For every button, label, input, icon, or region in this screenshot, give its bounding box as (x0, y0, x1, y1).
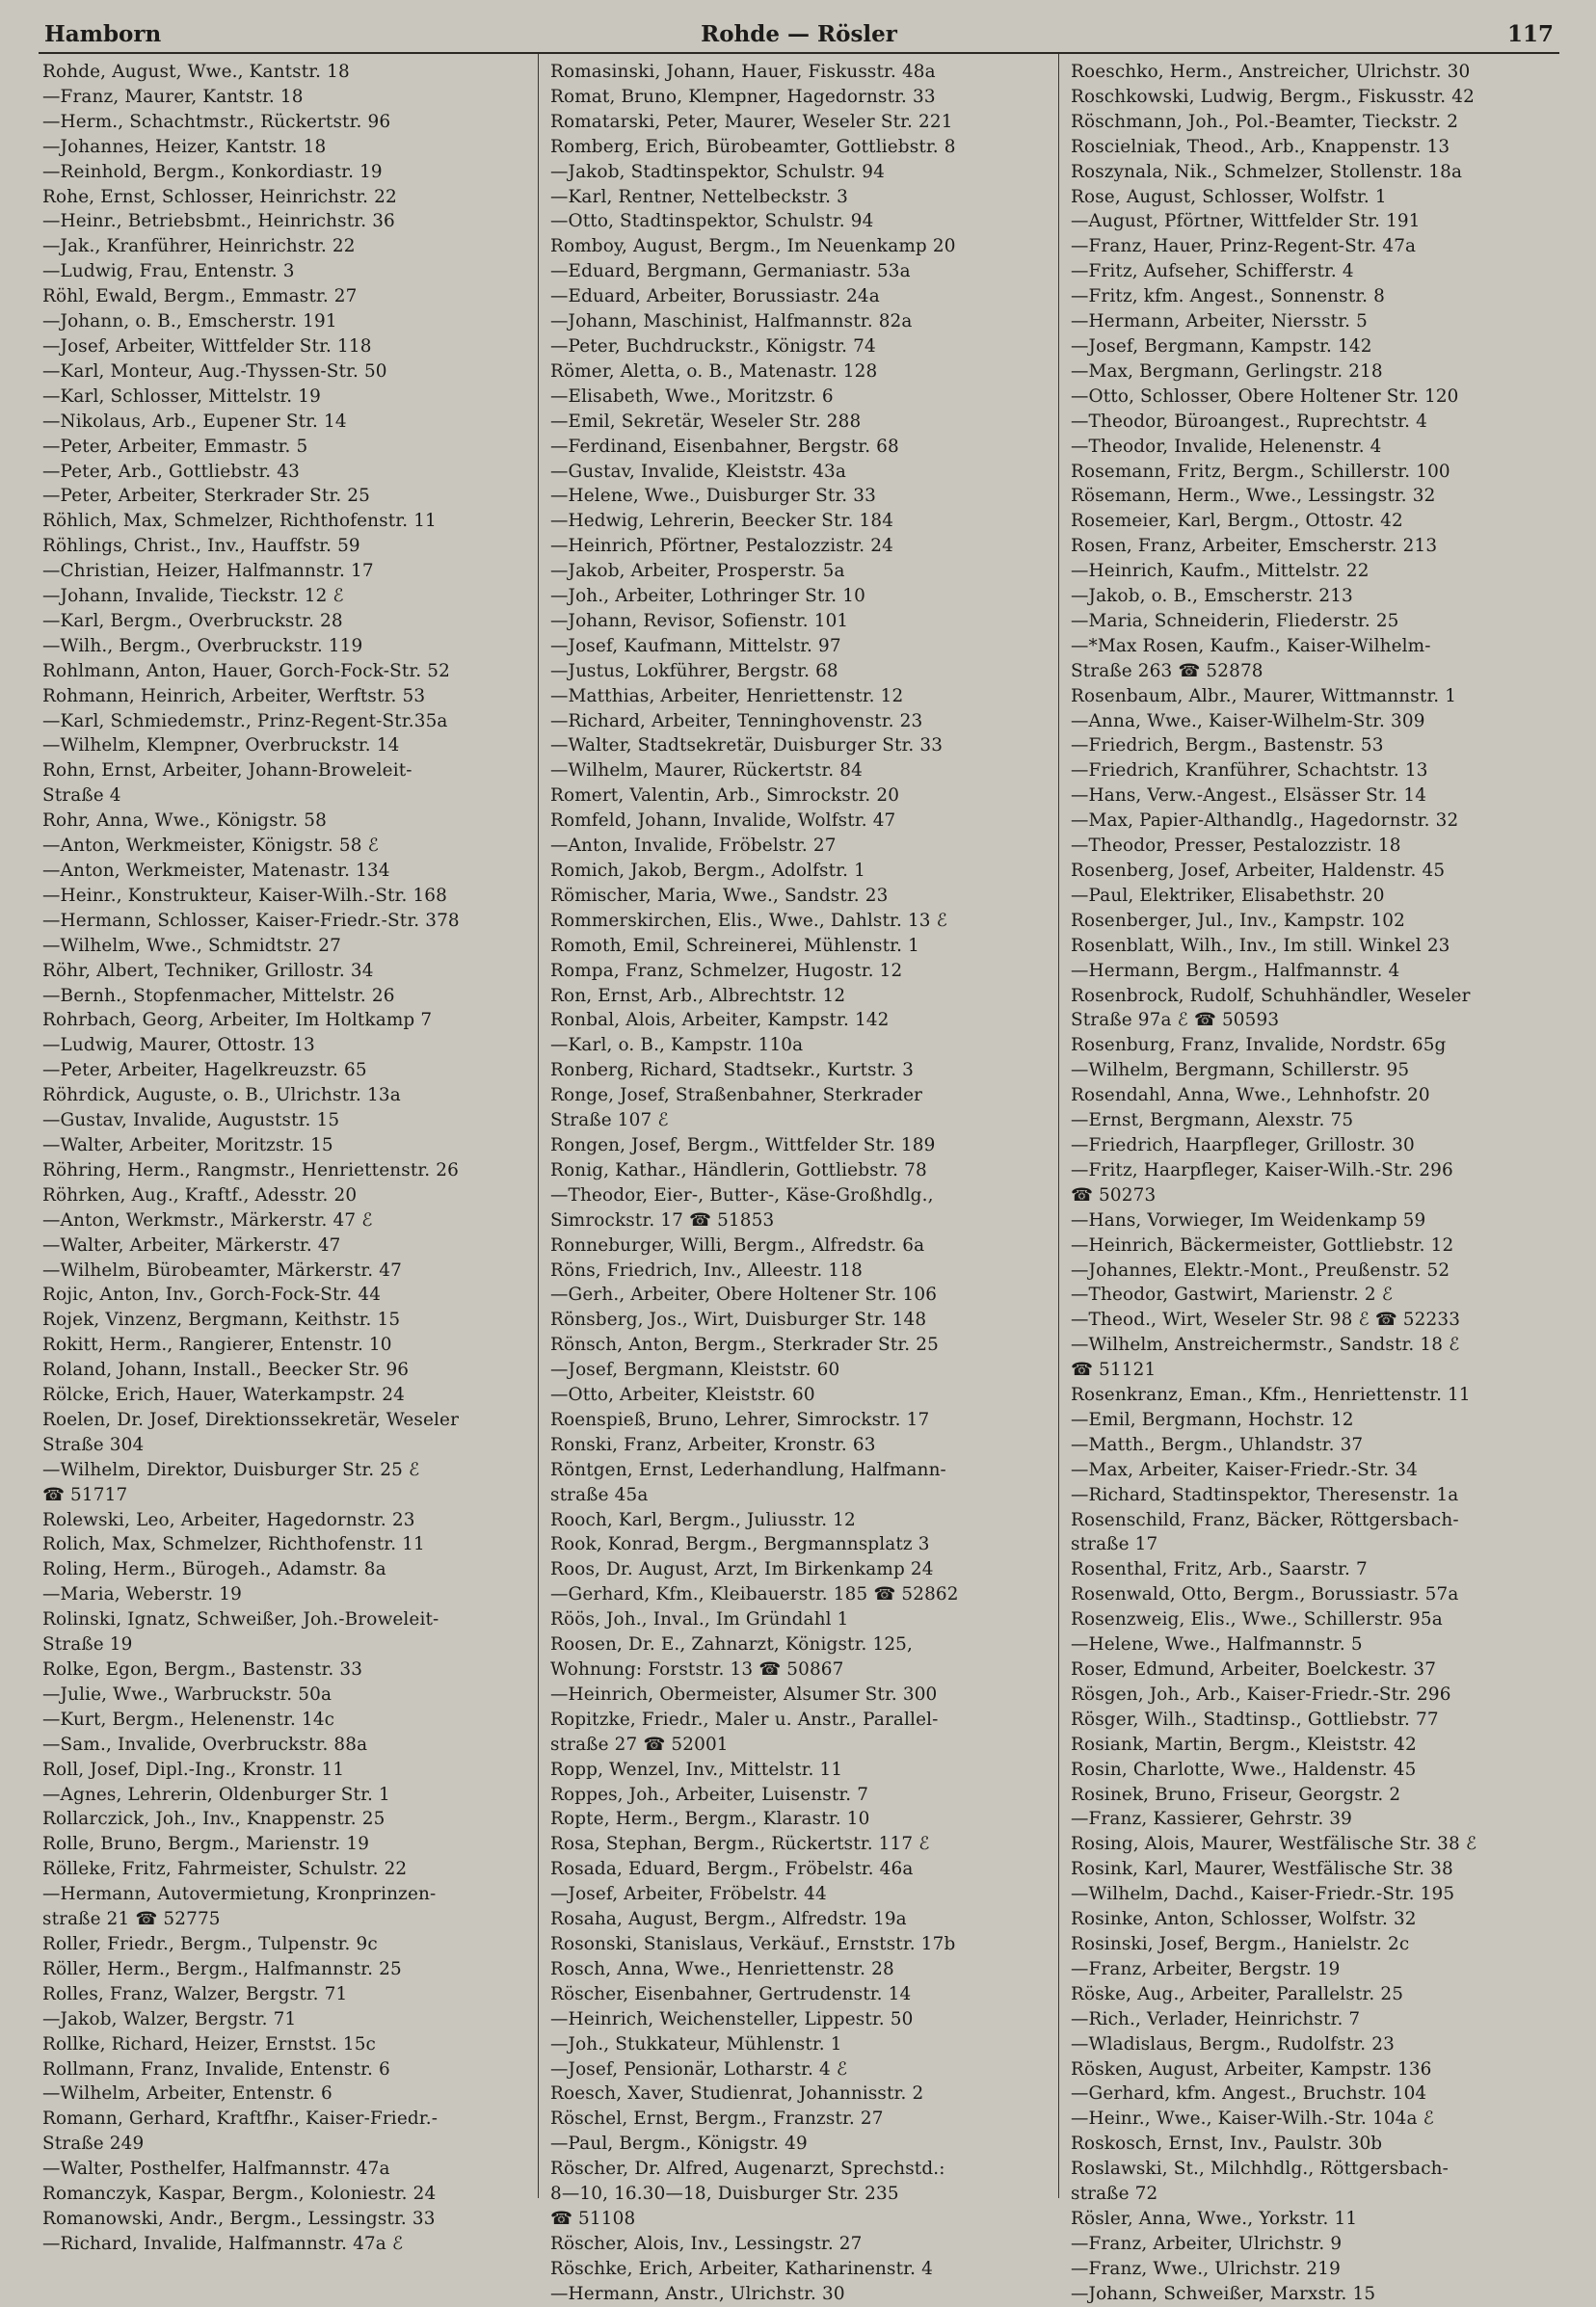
directory-entry: —Eduard, Bergmann, Germaniastr. 53a (550, 261, 911, 282)
directory-entry: —Max, Papier-Althandlg., Hagedornstr. 32 (1071, 810, 1459, 832)
directory-entry: —Richard, Stadtinspektor, Theresenstr. 1a (1071, 1484, 1459, 1505)
directory-entry: —Franz, Hauer, Prinz-Regent-Str. 47a (1071, 236, 1417, 257)
directory-entry: Röscher, Dr. Alfred, Augenarzt, Sprechstd.: (550, 2159, 945, 2180)
directory-entry: —Heinrich, Weichensteller, Lippestr. 50 (550, 2008, 914, 2029)
directory-entry: Rosch, Anna, Wwe., Henriettenstr. 28 (550, 1958, 894, 1979)
directory-entry: —Heinrich, Obermeister, Alsumer Str. 300 (550, 1684, 938, 1705)
directory-entry: —Hans, Vorwieger, Im Weidenkamp 59 (1071, 1209, 1426, 1231)
directory-entry: Rohn, Ernst, Arbeiter, Johann-Broweleit- (42, 760, 412, 782)
directory-entry: ☎ 51121 (1071, 1360, 1157, 1381)
directory-entry: —Anton, Invalide, Fröbelstr. 27 (550, 835, 837, 857)
directory-entry: —Wilh., Bergm., Overbruckstr. 119 (42, 635, 363, 656)
column-2 (538, 54, 1058, 2304)
directory-entry: Roskosch, Ernst, Inv., Paulstr. 30b (1071, 2134, 1383, 2155)
directory-entry: —Elisabeth, Wwe., Moritzstr. 6 (550, 385, 834, 407)
directory-entry: Straße 263 ☎ 52878 (1071, 660, 1264, 681)
directory-entry: —Karl, Schmiedemstr., Prinz-Regent-Str.35a (42, 710, 448, 731)
directory-entry: Roland, Johann, Install., Beecker Str. 96 (42, 1360, 410, 1381)
directory-entry: Rolinski, Ignatz, Schweißer, Joh.-Broweleit- (42, 1609, 439, 1631)
directory-entry: —Anton, Werkmeister, Königstr. 58 ℰ (42, 835, 379, 857)
directory-entry: ☎ 50273 (1071, 1184, 1157, 1206)
directory-entry: Rösger, Wilh., Stadtinsp., Gottliebstr. 77 (1071, 1709, 1439, 1730)
directory-entry: —Max, Bergmann, Gerlingstr. 218 (1071, 360, 1383, 382)
directory-entry: —Gerh., Arbeiter, Obere Holtener Str. 106 (550, 1285, 938, 1306)
directory-entry: Röhlich, Max, Schmelzer, Richthofenstr. 11 (42, 511, 437, 532)
directory-entry: —Anton, Werkmstr., Märkerstr. 47 ℰ (42, 1209, 373, 1231)
directory-entry: Rohe, Ernst, Schlosser, Heinrichstr. 22 (42, 186, 397, 207)
directory-entry: —Joh., Stukkateur, Mühlenstr. 1 (550, 2033, 842, 2055)
directory-entry: Roeschko, Herm., Anstreicher, Ulrichstr. 30 (1071, 62, 1471, 82)
directory-entry: —Friedrich, Bergm., Bastenstr. 53 (1071, 735, 1384, 756)
directory-entry: Rosiank, Martin, Bergm., Kleiststr. 42 (1071, 1734, 1417, 1755)
directory-entry: Rösgen, Joh., Arb., Kaiser-Friedr.-Str. 296 (1071, 1684, 1451, 1705)
directory-entry: Rösken, August, Arbeiter, Kampstr. 136 (1071, 2058, 1432, 2080)
directory-entry: Ronge, Josef, Straßenbahner, Sterkrader (550, 1085, 923, 1106)
directory-entry: —Wilhelm, Dachd., Kaiser-Friedr.-Str. 195 (1071, 1884, 1455, 1905)
directory-entry: Ronneburger, Willi, Bergm., Alfredstr. 6a (550, 1234, 925, 1256)
directory-entry: Ronski, Franz, Arbeiter, Kronstr. 63 (550, 1434, 876, 1455)
directory-entry: —Gustav, Invalide, Kleiststr. 43a (550, 461, 847, 482)
directory-entry: —Bernh., Stopfenmacher, Mittelstr. 26 (42, 985, 395, 1006)
directory-entry: —Max, Arbeiter, Kaiser-Friedr.-Str. 34 (1071, 1459, 1418, 1480)
directory-entry: —Wilhelm, Bergmann, Schillerstr. 95 (1071, 1060, 1410, 1081)
directory-entry: —Emil, Sekretär, Weseler Str. 288 (550, 411, 862, 432)
directory-entry: —*Max Rosen, Kaufm., Kaiser-Wilhelm- (1071, 635, 1431, 656)
directory-entry: —August, Pförtner, Wittfelder Str. 191 (1071, 211, 1421, 232)
directory-entry: —Nikolaus, Arb., Eupener Str. 14 (42, 411, 347, 432)
directory-entry: Rosemann, Fritz, Bergm., Schillerstr. 100 (1071, 461, 1450, 482)
directory-entry: Rosonski, Stanislaus, Verkäuf., Ernststr. 17b (550, 1933, 956, 1954)
directory-entry: Ronberg, Richard, Stadtsekr., Kurtstr. 3 (550, 1060, 915, 1081)
directory-entry: Rosink, Karl, Maurer, Westfälische Str. 38 (1071, 1859, 1453, 1880)
directory-entry: Romanczyk, Kaspar, Bergm., Koloniestr. 24 (42, 2184, 437, 2205)
directory-entry: Ropp, Wenzel, Inv., Mittelstr. 11 (550, 1759, 843, 1780)
directory-entry: —Jakob, Arbeiter, Prosperstr. 5a (550, 561, 845, 582)
directory-entry: Romanowski, Andr., Bergm., Lessingstr. 33 (42, 2208, 436, 2229)
directory-entry: Roppes, Joh., Arbeiter, Luisenstr. 7 (550, 1784, 869, 1805)
directory-entry: Straße 249 (42, 2134, 145, 2155)
directory-entry: —Wilhelm, Arbeiter, Entenstr. 6 (42, 2083, 332, 2105)
directory-entry: —Helene, Wwe., Duisburger Str. 33 (550, 486, 876, 507)
directory-entry: Rosinski, Josef, Bergm., Hanielstr. 2c (1071, 1933, 1410, 1954)
directory-entry: straße 72 (1071, 2184, 1158, 2205)
directory-entry: Roesch, Xaver, Studienrat, Johannisstr. 2 (550, 2083, 924, 2105)
directory-entry: —Peter, Arbeiter, Hagelkreuzstr. 65 (42, 1060, 367, 1081)
directory-entry: Rosing, Alois, Maurer, Westfälische Str. 38 ℰ (1071, 1834, 1477, 1855)
header-place: Hamborn (44, 21, 162, 47)
directory-entry: —Otto, Stadtinspektor, Schulstr. 94 (550, 211, 874, 232)
directory-entry: —Johann, o. B., Emscherstr. 191 (42, 311, 337, 332)
directory-entry: Rosenbaum, Albr., Maurer, Wittmannstr. 1 (1071, 685, 1457, 706)
directory-entry: Roschkowski, Ludwig, Bergm., Fiskusstr. 42 (1071, 86, 1475, 107)
directory-entry: Röhl, Ewald, Bergm., Emmastr. 27 (42, 286, 358, 307)
directory-entry: Rojic, Anton, Inv., Gorch-Fock-Str. 44 (42, 1285, 382, 1306)
directory-entry: —Peter, Arb., Gottliebstr. 43 (42, 461, 300, 482)
directory-entry: Rohmann, Heinrich, Arbeiter, Werftstr. 53 (42, 685, 426, 706)
directory-entry: Rosenthal, Fritz, Arb., Saarstr. 7 (1071, 1559, 1368, 1580)
directory-entry: Rosen, Franz, Arbeiter, Emscherstr. 213 (1071, 536, 1438, 557)
directory-entry: —Wilhelm, Klempner, Overbruckstr. 14 (42, 735, 400, 756)
directory-entry: —Ludwig, Frau, Entenstr. 3 (42, 261, 295, 282)
directory-entry: 8—10, 16.30—18, Duisburger Str. 235 (550, 2184, 899, 2205)
directory-entry: Romasinski, Johann, Hauer, Fiskusstr. 48a (550, 62, 936, 82)
directory-entry: —Paul, Elektriker, Elisabethstr. 20 (1071, 885, 1385, 906)
column-3 (1058, 54, 1557, 2304)
directory-entry: Röller, Herm., Bergm., Halfmannstr. 25 (42, 1958, 402, 1979)
directory-entry: Röhlings, Christ., Inv., Hauffstr. 59 (42, 536, 360, 557)
directory-entry: —Helene, Wwe., Halfmannstr. 5 (1071, 1634, 1363, 1656)
directory-entry: —Peter, Arbeiter, Sterkrader Str. 25 (42, 486, 371, 507)
directory-entry: —Walter, Posthelfer, Halfmannstr. 47a (42, 2159, 390, 2180)
directory-entry: —Hans, Verw.-Angest., Elsässer Str. 14 (1071, 785, 1427, 807)
directory-entry: —Johann, Revisor, Sofienstr. 101 (550, 610, 849, 631)
directory-entry: Rommerskirchen, Elis., Wwe., Dahlstr. 13 ℰ (550, 910, 947, 931)
directory-entry: —Theodor, Büroangest., Ruprechtstr. 4 (1071, 411, 1428, 432)
directory-entry: —Jak., Kranführer, Heinrichstr. 22 (42, 236, 356, 257)
directory-entry: —Peter, Buchdruckstr., Königstr. 74 (550, 335, 876, 357)
directory-entry: Rook, Konrad, Bergm., Bergmannsplatz 3 (550, 1534, 930, 1555)
directory-entry: Rosa, Stephan, Bergm., Rückertstr. 117 ℰ (550, 1834, 930, 1855)
directory-entry: Rosinke, Anton, Schlosser, Wolfstr. 32 (1071, 1909, 1417, 1930)
directory-entry: Rokitt, Herm., Rangierer, Entenstr. 10 (42, 1335, 392, 1356)
directory-entry: Rosin, Charlotte, Wwe., Haldenstr. 45 (1071, 1759, 1417, 1780)
page-number: 117 (1506, 21, 1554, 47)
directory-entry: Romann, Gerhard, Kraftfhr., Kaiser-Friedr.- (42, 2108, 439, 2130)
directory-entry: straße 45a (550, 1484, 649, 1505)
directory-entry: —Christian, Heizer, Halfmannstr. 17 (42, 561, 374, 582)
directory-entry: —Theodor, Invalide, Helenenstr. 4 (1071, 436, 1382, 457)
directory-entry: Röhrken, Aug., Kraftf., Adesstr. 20 (42, 1184, 358, 1206)
directory-entry: —Franz, Arbeiter, Ulrichstr. 9 (1071, 2233, 1343, 2254)
directory-entry: Ropitzke, Friedr., Maler u. Anstr., Parallel- (550, 1709, 939, 1730)
directory-entry: Straße 97a ℰ ☎ 50593 (1071, 1010, 1280, 1031)
directory-entry: Rölcke, Erich, Hauer, Waterkampstr. 24 (42, 1385, 405, 1406)
directory-entry: —Agnes, Lehrerin, Oldenburger Str. 1 (42, 1784, 390, 1805)
directory-entry: Simrockstr. 17 ☎ 51853 (550, 1209, 775, 1231)
directory-entry: Röscher, Alois, Inv., Lessingstr. 27 (550, 2233, 863, 2254)
directory-entry: Rolles, Franz, Walzer, Bergstr. 71 (42, 1983, 348, 2004)
directory-entry: —Matthias, Arbeiter, Henriettenstr. 12 (550, 685, 904, 706)
directory-entry: Rohlmann, Anton, Hauer, Gorch-Fock-Str. 52 (42, 660, 450, 681)
directory-entry: —Paul, Bergm., Königstr. 49 (550, 2134, 808, 2155)
directory-entry: —Sam., Invalide, Overbruckstr. 88a (42, 1734, 368, 1755)
directory-entry: Roll, Josef, Dipl.-Ing., Kronstr. 11 (42, 1759, 345, 1780)
directory-entry: Röös, Joh., Inval., Im Gründahl 1 (550, 1609, 849, 1631)
directory-entry: —Otto, Arbeiter, Kleiststr. 60 (550, 1385, 815, 1406)
directory-entry: —Hermann, Autovermietung, Kronprinzen- (42, 1884, 437, 1905)
directory-entry: Romberg, Erich, Bürobeamter, Gottliebstr. 8 (550, 136, 956, 157)
directory-entry: Roosen, Dr. E., Zahnarzt, Königstr. 125, (550, 1634, 914, 1656)
directory-entry: —Josef, Bergmann, Kleiststr. 60 (550, 1360, 840, 1381)
directory-entry: —Gerhard, kfm. Angest., Bruchstr. 104 (1071, 2083, 1427, 2105)
directory-entry: Rosenwald, Otto, Bergm., Borussiastr. 57a (1071, 1584, 1459, 1605)
directory-entry: —Franz, Maurer, Kantstr. 18 (42, 86, 304, 107)
directory-entry: straße 17 (1071, 1534, 1158, 1555)
directory-entry: Rosenberger, Jul., Inv., Kampstr. 102 (1071, 910, 1405, 931)
directory-entry: Römer, Aletta, o. B., Matenastr. 128 (550, 360, 878, 382)
directory-entry: —Josef, Arbeiter, Fröbelstr. 44 (550, 1884, 827, 1905)
directory-entry: Rösemann, Herm., Wwe., Lessingstr. 32 (1071, 486, 1436, 507)
directory-entry: —Ferdinand, Eisenbahner, Bergstr. 68 (550, 436, 899, 457)
directory-entry: Roenspieß, Bruno, Lehrer, Simrockstr. 17 (550, 1409, 930, 1430)
directory-entry: Roslawski, St., Milchhdlg., Röttgersbach- (1071, 2159, 1450, 2180)
directory-entry: —Heinr., Wwe., Kaiser-Wilh.-Str. 104a ℰ (1071, 2108, 1434, 2130)
directory-entry: —Wilhelm, Maurer, Rückertstr. 84 (550, 760, 863, 782)
directory-entry: —Hermann, Anstr., Ulrichstr. 30 (550, 2283, 845, 2304)
directory-entry: —Maria, Weberstr. 19 (42, 1584, 242, 1605)
directory-entry: Rosendahl, Anna, Wwe., Lehnhofstr. 20 (1071, 1085, 1430, 1106)
directory-entry: —Wilhelm, Anstreichermstr., Sandstr. 18 ℰ (1071, 1335, 1460, 1356)
directory-entry: —Wilhelm, Direktor, Duisburger Str. 25 ℰ (42, 1459, 420, 1480)
directory-entry: —Karl, Bergm., Overbruckstr. 28 (42, 610, 343, 631)
directory-entry: —Theod., Wirt, Weseler Str. 98 ℰ ☎ 52233 (1071, 1310, 1461, 1331)
directory-entry: Wohnung: Forststr. 13 ☎ 50867 (550, 1659, 844, 1680)
directory-columns (39, 54, 1559, 2304)
directory-entry: Romich, Jakob, Bergm., Adolfstr. 1 (550, 861, 865, 881)
directory-entry: —Otto, Schlosser, Obere Holtener Str. 120 (1071, 385, 1459, 407)
directory-entry: Rosenblatt, Wilh., Inv., Im still. Winkel 23 (1071, 935, 1450, 956)
directory-entry: Rohrbach, Georg, Arbeiter, Im Holtkamp 7 (42, 1010, 433, 1031)
directory-entry: Rosenburg, Franz, Invalide, Nordstr. 65g (1071, 1035, 1447, 1056)
directory-entry: —Richard, Arbeiter, Tenninghovenstr. 23 (550, 710, 923, 731)
directory-entry: Rooch, Karl, Bergm., Juliusstr. 12 (550, 1509, 856, 1530)
directory-entry: Straße 304 (42, 1434, 145, 1455)
directory-entry: —Rich., Verlader, Heinrichstr. 7 (1071, 2008, 1361, 2029)
directory-entry: —Fritz, Haarpfleger, Kaiser-Wilh.-Str. 296 (1071, 1159, 1453, 1180)
directory-entry: Rosenzweig, Elis., Wwe., Schillerstr. 95a (1071, 1609, 1443, 1631)
directory-entry: Rolich, Max, Schmelzer, Richthofenstr. 11 (42, 1534, 425, 1555)
directory-entry: —Heinrich, Kaufm., Mittelstr. 22 (1071, 561, 1370, 582)
directory-entry: Röntgen, Ernst, Lederhandlung, Halfmann- (550, 1459, 946, 1480)
directory-entry: —Jakob, Walzer, Bergstr. 71 (42, 2008, 297, 2029)
directory-entry: Rollke, Richard, Heizer, Ernstst. 15c (42, 2033, 376, 2055)
directory-entry: Roelen, Dr. Josef, Direktionssekretär, Weseler (42, 1409, 460, 1430)
directory-entry: Rollarczick, Joh., Inv., Knappenstr. 25 (42, 1809, 386, 1830)
directory-entry: Röhrdick, Auguste, o. B., Ulrichstr. 13a (42, 1085, 401, 1106)
directory-entry: Rollmann, Franz, Invalide, Entenstr. 6 (42, 2058, 390, 2080)
directory-entry: ☎ 51717 (42, 1484, 128, 1505)
directory-entry: Romert, Valentin, Arb., Simrockstr. 20 (550, 785, 900, 807)
directory-entry: —Ludwig, Maurer, Ottostr. 13 (42, 1035, 315, 1056)
directory-entry: —Ernst, Bergmann, Alexstr. 75 (1071, 1110, 1354, 1131)
directory-entry: Rosaha, August, Bergm., Alfredstr. 19a (550, 1909, 907, 1930)
directory-entry: Rompa, Franz, Schmelzer, Hugostr. 12 (550, 960, 903, 981)
directory-entry: Rölleke, Fritz, Fahrmeister, Schulstr. 22 (42, 1859, 408, 1880)
directory-entry: Rolke, Egon, Bergm., Bastenstr. 33 (42, 1659, 363, 1680)
directory-entry: —Johann, Maschinist, Halfmannstr. 82a (550, 311, 913, 332)
directory-entry: Roos, Dr. August, Arzt, Im Birkenkamp 24 (550, 1559, 934, 1580)
directory-entry: —Johann, Schweißer, Marxstr. 15 (1071, 2283, 1376, 2304)
directory-entry: —Wilhelm, Wwe., Schmidtstr. 27 (42, 935, 341, 956)
directory-entry: —Julie, Wwe., Warbruckstr. 50a (42, 1684, 332, 1705)
directory-entry: —Theodor, Gastwirt, Marienstr. 2 ℰ (1071, 1285, 1394, 1306)
directory-entry: Romoth, Emil, Schreinerei, Mühlenstr. 1 (550, 935, 919, 956)
directory-entry: Romatarski, Peter, Maurer, Weseler Str. 221 (550, 111, 953, 132)
directory-entry: Rönsch, Anton, Bergm., Sterkrader Str. 25 (550, 1335, 939, 1356)
directory-entry: —Jakob, o. B., Emscherstr. 213 (1071, 586, 1353, 607)
page-header (39, 17, 1559, 54)
directory-entry: Rolle, Bruno, Bergm., Marienstr. 19 (42, 1834, 370, 1855)
directory-entry: Roser, Edmund, Arbeiter, Boelckestr. 37 (1071, 1659, 1437, 1680)
directory-entry: —Hermann, Schlosser, Kaiser-Friedr.-Str. 378 (42, 910, 460, 931)
directory-entry: —Eduard, Arbeiter, Borussiastr. 24a (550, 286, 880, 307)
directory-entry: Röns, Friedrich, Inv., Alleestr. 118 (550, 1260, 863, 1281)
directory-entry: —Josef, Kaufmann, Mittelstr. 97 (550, 635, 841, 656)
header-name-range: Rohde — Rösler (701, 21, 897, 47)
directory-entry: —Karl, Rentner, Nettelbeckstr. 3 (550, 186, 849, 207)
directory-entry: Rose, August, Schlosser, Wolfstr. 1 (1071, 186, 1387, 207)
directory-entry: —Maria, Schneiderin, Fliederstr. 25 (1071, 610, 1399, 631)
directory-entry: Röschmann, Joh., Pol.-Beamter, Tieckstr. 2 (1071, 111, 1459, 132)
directory-entry: Rosenberg, Josef, Arbeiter, Haldenstr. 45 (1071, 861, 1446, 881)
directory-entry: Ronig, Kathar., Händlerin, Gottliebstr. 78 (550, 1159, 927, 1180)
directory-entry: Rönsberg, Jos., Wirt, Duisburger Str. 148 (550, 1310, 927, 1331)
directory-entry: —Matth., Bergm., Uhlandstr. 37 (1071, 1434, 1364, 1455)
directory-entry: Straße 107 ℰ (550, 1110, 669, 1131)
directory-entry: Rojek, Vinzenz, Bergmann, Keithstr. 15 (42, 1310, 401, 1331)
directory-entry: —Franz, Wwe., Ulrichstr. 219 (1071, 2258, 1341, 2279)
directory-entry: —Walter, Stadtsekretär, Duisburger Str. 33 (550, 735, 944, 756)
directory-entry: —Wladislaus, Bergm., Rudolfstr. 23 (1071, 2033, 1396, 2055)
directory-entry: —Friedrich, Haarpfleger, Grillostr. 30 (1071, 1134, 1415, 1155)
directory-entry: —Heinr., Konstrukteur, Kaiser-Wilh.-Str. 168 (42, 885, 447, 906)
directory-entry: —Hedwig, Lehrerin, Beecker Str. 184 (550, 511, 894, 532)
directory-entry: —Anton, Werkmeister, Matenastr. 134 (42, 861, 390, 881)
directory-entry: —Peter, Arbeiter, Emmastr. 5 (42, 436, 308, 457)
directory-entry: Roszynala, Nik., Schmelzer, Stollenstr. 18a (1071, 161, 1463, 182)
directory-entry: —Emil, Bergmann, Hochstr. 12 (1071, 1409, 1354, 1430)
directory-entry: Roling, Herm., Bürogeh., Adamstr. 8a (42, 1559, 386, 1580)
directory-entry: Röhr, Albert, Techniker, Grillostr. 34 (42, 960, 374, 981)
directory-entry: —Gerhard, Kfm., Kleibauerstr. 185 ☎ 52862 (550, 1584, 959, 1605)
directory-entry: —Jakob, Stadtinspektor, Schulstr. 94 (550, 161, 885, 182)
directory-entry: Rosemeier, Karl, Bergm., Ottostr. 42 (1071, 511, 1403, 532)
directory-entry: —Karl, Schlosser, Mittelstr. 19 (42, 385, 321, 407)
directory-entry: Rosada, Eduard, Bergm., Fröbelstr. 46a (550, 1859, 914, 1880)
directory-entry: —Kurt, Bergm., Helenenstr. 14c (42, 1709, 335, 1730)
directory-entry: —Reinhold, Bergm., Konkordiastr. 19 (42, 161, 383, 182)
directory-entry: —Josef, Bergmann, Kampstr. 142 (1071, 335, 1372, 357)
directory-entry: Rosinek, Bruno, Friseur, Georgstr. 2 (1071, 1784, 1401, 1805)
directory-entry: —Herm., Schachtmstr., Rückertstr. 96 (42, 111, 391, 132)
directory-entry: straße 27 ☎ 52001 (550, 1734, 729, 1755)
directory-entry: —Johann, Invalide, Tieckstr. 12 ℰ (42, 586, 344, 607)
directory-entry: Ron, Ernst, Arb., Albrechtstr. 12 (550, 985, 846, 1006)
directory-entry: —Anna, Wwe., Kaiser-Wilhelm-Str. 309 (1071, 710, 1425, 731)
directory-entry: Straße 19 (42, 1634, 133, 1656)
directory-entry: Rohr, Anna, Wwe., Königstr. 58 (42, 810, 327, 832)
directory-entry: —Justus, Lokführer, Bergstr. 68 (550, 660, 838, 681)
directory-entry: —Franz, Kassierer, Gehrstr. 39 (1071, 1809, 1353, 1830)
directory-entry: Ronbal, Alois, Arbeiter, Kampstr. 142 (550, 1010, 890, 1031)
directory-entry: —Johannes, Heizer, Kantstr. 18 (42, 136, 327, 157)
directory-entry: —Josef, Arbeiter, Wittfelder Str. 118 (42, 335, 372, 357)
directory-entry: Römischer, Maria, Wwe., Sandstr. 23 (550, 885, 889, 906)
directory-entry: —Fritz, kfm. Angest., Sonnenstr. 8 (1071, 286, 1386, 307)
directory-entry: —Gustav, Invalide, Auguststr. 15 (42, 1110, 340, 1131)
directory-entry: Rösler, Anna, Wwe., Yorkstr. 11 (1071, 2208, 1358, 2229)
directory-entry: Röschel, Ernst, Bergm., Franzstr. 27 (550, 2108, 884, 2130)
directory-entry: —Fritz, Aufseher, Schifferstr. 4 (1071, 261, 1354, 282)
directory-entry: —Friedrich, Kranführer, Schachtstr. 13 (1071, 760, 1428, 782)
directory-entry: Röschke, Erich, Arbeiter, Katharinenstr. 4 (550, 2258, 933, 2279)
directory-entry: Romboy, August, Bergm., Im Neuenkamp 20 (550, 236, 956, 257)
directory-entry: —Heinrich, Bäckermeister, Gottliebstr. 12 (1071, 1234, 1454, 1256)
directory-entry: —Heinr., Betriebsbmt., Heinrichstr. 36 (42, 211, 395, 232)
directory-entry: —Franz, Arbeiter, Bergstr. 19 (1071, 1958, 1341, 1979)
directory-entry: Roller, Friedr., Bergm., Tulpenstr. 9c (42, 1933, 378, 1954)
directory-entry: ☎ 51108 (550, 2208, 636, 2229)
directory-entry: —Josef, Pensionär, Lotharstr. 4 ℰ (550, 2058, 848, 2080)
directory-entry: —Theodor, Presser, Pestalozzistr. 18 (1071, 835, 1401, 857)
directory-entry: Romat, Bruno, Klempner, Hagedornstr. 33 (550, 86, 936, 107)
directory-entry: straße 21 ☎ 52775 (42, 1909, 221, 1930)
directory-entry: —Karl, o. B., Kampstr. 110a (550, 1035, 804, 1056)
directory-entry: —Johannes, Elektr.-Mont., Preußenstr. 52 (1071, 1260, 1450, 1281)
directory-entry: Rosenbrock, Rudolf, Schuhhändler, Weseler (1071, 985, 1471, 1006)
directory-entry: —Heinrich, Pförtner, Pestalozzistr. 24 (550, 536, 893, 557)
directory-entry: —Hermann, Bergm., Halfmannstr. 4 (1071, 960, 1400, 981)
directory-entry: Röske, Aug., Arbeiter, Parallelstr. 25 (1071, 1983, 1404, 2004)
directory-entry: Rohde, August, Wwe., Kantstr. 18 (42, 62, 350, 82)
column-1 (39, 54, 538, 2254)
directory-entry: —Joh., Arbeiter, Lothringer Str. 10 (550, 586, 865, 607)
directory-entry: —Walter, Arbeiter, Moritzstr. 15 (42, 1134, 333, 1155)
directory-entry: Rolewski, Leo, Arbeiter, Hagedornstr. 23 (42, 1509, 415, 1530)
directory-entry: Rosenschild, Franz, Bäcker, Röttgersbach- (1071, 1509, 1459, 1530)
directory-entry: —Theodor, Eier-, Butter-, Käse-Großhdlg., (550, 1184, 934, 1206)
directory-entry: —Karl, Monteur, Aug.-Thyssen-Str. 50 (42, 360, 387, 382)
directory-entry: Rongen, Josef, Bergm., Wittfelder Str. 189 (550, 1134, 936, 1155)
directory-entry: Rosenkranz, Eman., Kfm., Henriettenstr. 11 (1071, 1385, 1471, 1406)
directory-entry: Straße 4 (42, 785, 121, 807)
directory-entry: Röhring, Herm., Rangmstr., Henriettenstr. 26 (42, 1159, 459, 1180)
directory-entry: —Walter, Arbeiter, Märkerstr. 47 (42, 1234, 341, 1256)
directory-entry: —Hermann, Arbeiter, Niersstr. 5 (1071, 311, 1368, 332)
directory-entry: Romfeld, Johann, Invalide, Wolfstr. 47 (550, 810, 896, 832)
directory-entry: —Richard, Invalide, Halfmannstr. 47a ℰ (42, 2233, 404, 2254)
directory-entry: Röscher, Eisenbahner, Gertrudenstr. 14 (550, 1983, 912, 2004)
directory-entry: Ropte, Herm., Bergm., Klarastr. 10 (550, 1809, 870, 1830)
directory-entry: Roscielniak, Theod., Arb., Knappenstr. 13 (1071, 136, 1450, 157)
directory-entry: —Wilhelm, Bürobeamter, Märkerstr. 47 (42, 1260, 402, 1281)
